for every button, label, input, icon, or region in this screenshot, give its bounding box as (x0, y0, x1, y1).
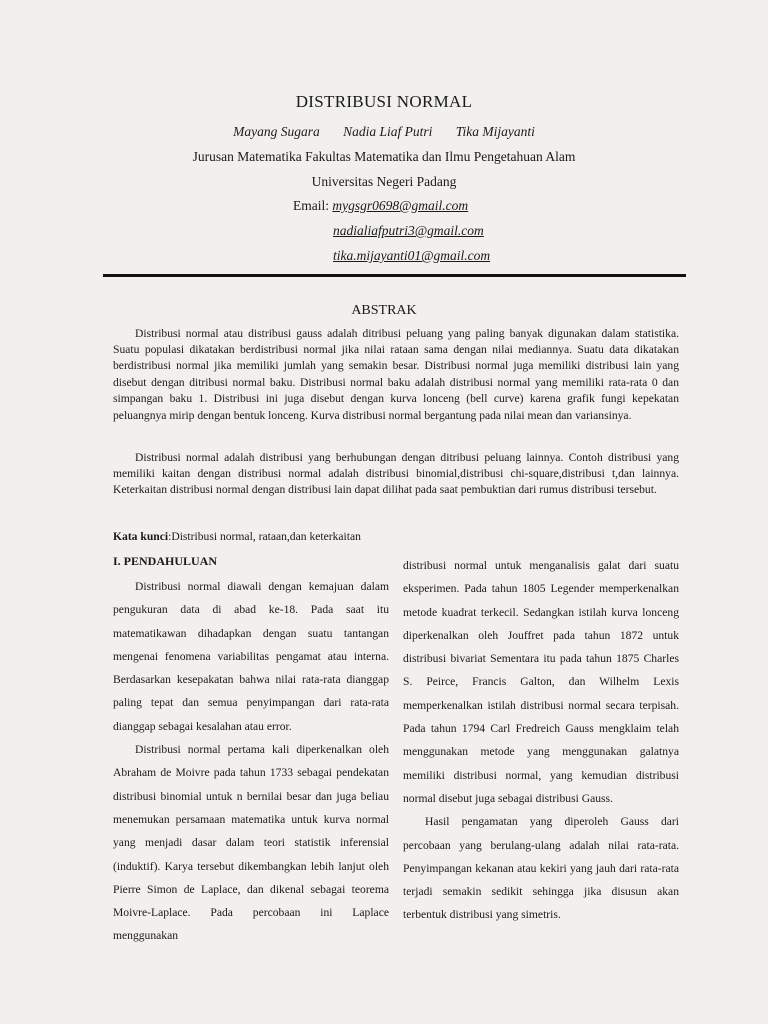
email-line (293, 198, 468, 214)
author-name: Tika Mijayanti (455, 124, 535, 139)
body-paragraph: Distribusi normal pertama kali diperkenalkan oleh Abraham de Moivre pada tahun 1733 sebagai pendekatan distribusi binomial untuk n bernilai besar dan juga beliau menemukan persamaan matematika untuk kurva normal yang menjadi dasar dalam teori statistik inferensial (induktif). Karya tersebut dikembangkan lebih lanjut oleh Pierre Simon de Laplace, dan dikenal sebagai teorema Moivre-Laplace. Pada percobaan ini Laplace menggunakan (113, 743, 389, 943)
body-paragraph: Hasil pengamatan yang diperoleh Gauss dari percobaan yang berulang-ulang adalah nilai rata-rata. Penyimpangan kekanan atau kekiri yang jauh dari rata-rata terjadi semakin sedikit sehingga jika disusun akan terbentuk distribusi yang simetris. (403, 815, 679, 922)
author-name: Mayang Sugara (233, 124, 320, 139)
author-name: Nadia Liaf Putri (343, 124, 433, 139)
keywords-line (113, 530, 679, 543)
abstract-heading: ABSTRAK (351, 303, 417, 318)
section-heading: I. PENDAHULUAN (113, 554, 218, 568)
divider-rule (103, 274, 686, 277)
affiliation: Jurusan Matematika Fakultas Matematika dan Ilmu Pengetahuan Alam (192, 149, 576, 164)
right-column (403, 553, 679, 927)
keywords-label: Kata kunci (113, 530, 169, 543)
email-label: Email: (293, 198, 329, 213)
email-link[interactable]: mygsgr0698@gmail.com (332, 198, 469, 213)
author-list (0, 124, 768, 140)
university: Universitas Negeri Padang (311, 174, 457, 189)
abstract-paragraph: Distribusi normal atau distribusi gauss adalah ditribusi peluang yang paling banyak digunakan dalam statistika. Suatu populasi dikatakan berdistribusi normal jika nilai rataan sama dengan nilai mediannya. Suatu data dikatakan berdistribusi normal jika memiliki jumlah yang semakin besar. Distribusi normal juga memiliki distribusi lain yang disebut dengan ditribusi normal baku. Distribusi normal baku adalah distribusi normal yang memiliki rata-rata 0 dan simpangan baku 1. Distribusi ini juga disebut dengan kurva lonceng (bell curve) karena grafik fungi kepekatan peluangnya mirip dengan bentuk lonceng. Kurva distribusi normal bergantung pada nilai mean dan variansinya. (113, 326, 679, 422)
email-line (333, 248, 490, 264)
body-paragraph: distribusi normal untuk menganalisis galat dari suatu eksperimen. Pada tahun 1805 Legender memperkenalkan metode kuadrat terkecil. Sedangkan istilah kurva lonceng diperkenalkan oleh Jouffret pada tahun 1872 untuk distribusi bivariat Sementara itu pada tahun 1875 Charles S. Peirce, Francis Galton, dan Wilhelm Lexis memperkenalkan istilah distribusi normal secara terpisah. Pada tahun 1794 Carl Fredreich Gauss mengklaim telah menggunakan metode yang menggunakan galatnya memiliki distribusi normal, yang kemudian distribusi normal disebut juga sebagai distribusi Gauss. (403, 559, 679, 805)
paper-title: DISTRIBUSI NORMAL (295, 92, 473, 111)
email-link[interactable]: nadialiafputri3@gmail.com (333, 223, 484, 238)
email-link[interactable]: tika.mijayanti01@gmail.com (333, 248, 491, 263)
email-line (333, 223, 484, 239)
abstract-paragraph: Distribusi normal adalah distribusi yang berhubungan dengan ditribusi peluang lainnya. Contoh distribusi yang memiliki kaitan dengan distribusi normal adalah distribusi binomial,distribusi chi-square,distribusi t,dan lainnya. Keterkaitan distribusi normal dengan distribusi lain dapat dilihat pada saat pembuktian dari rumus distribusi tersebut. (113, 450, 679, 497)
left-column (113, 553, 389, 948)
keywords-text: :Distribusi normal, rataan,dan keterkaitan (168, 530, 361, 543)
body-paragraph: Distribusi normal diawali dengan kemajuan dalam pengukuran data di abad ke-18. Pada saat itu matematikawan dihadapkan dengan suatu tantangan mengenai fenomena variabilitas pengamat atau interna. Berdasarkan kesepakatan bahwa nilai rata-rata dianggap paling tepat dan semua penyimpangan dari rata-rata dianggap sebagai kesalahan atau error. (113, 580, 389, 733)
